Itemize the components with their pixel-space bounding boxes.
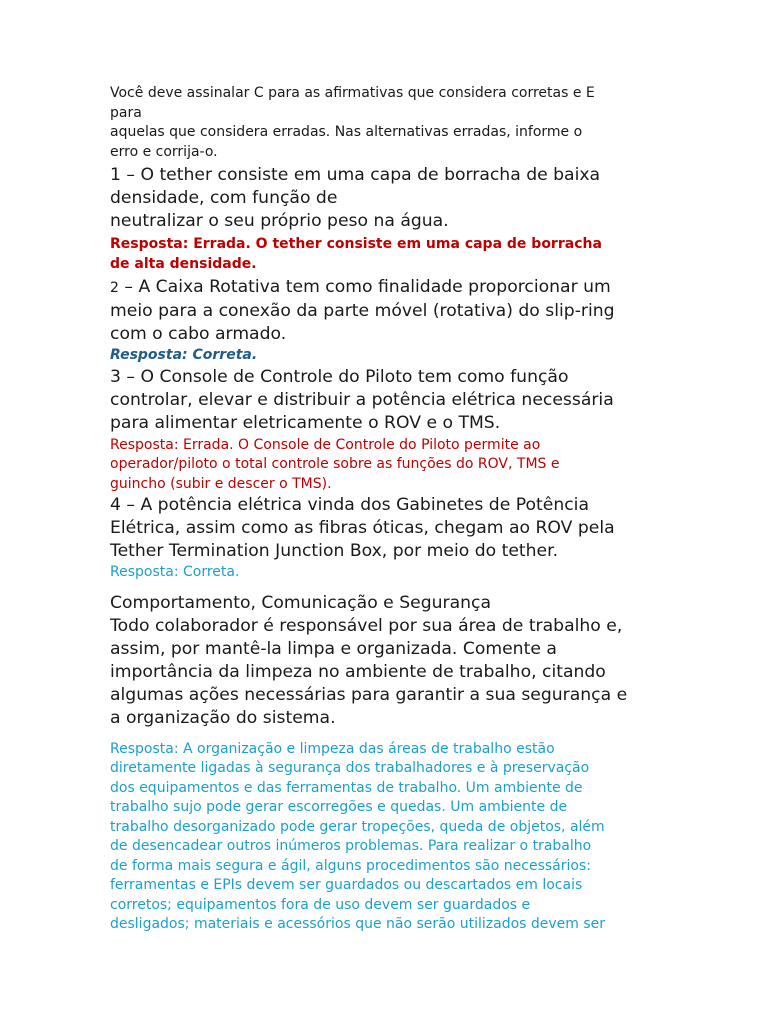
- answer-line: corretos; equipamentos fora de uso devem ser guardados e: [110, 896, 531, 913]
- answer-3: [110, 436, 670, 495]
- section-question-line: a organização do sistema.: [110, 707, 336, 728]
- answer-line: trabalho desorganizado pode gerar tropeções, queda de objetos, além: [110, 818, 605, 835]
- question-line: 3 – O Console de Controle do Piloto tem como função: [110, 366, 569, 387]
- question-number: 2: [110, 280, 119, 296]
- section-question-line: assim, por mantê-la limpa e organizada. Comente a: [110, 638, 557, 659]
- answer-line: trabalho sujo pode gerar escorregões e quedas. Um ambiente de: [110, 799, 568, 815]
- answer-4: [110, 563, 670, 583]
- answer-line: Resposta: Errada. O tether consiste em uma capa de borracha: [110, 236, 602, 252]
- answer-line: de alta densidade.: [110, 255, 257, 272]
- question-line: neutralizar o seu próprio peso na água.: [110, 211, 449, 231]
- question-1: [110, 164, 670, 233]
- answer-line: de desencadear outros inúmeros problemas. Para realizar o trabalho: [110, 838, 592, 854]
- document-page: [110, 84, 670, 935]
- question-line: para alimentar eletricamente o ROV e o TMS.: [110, 412, 501, 433]
- instructions-line: aquelas que considera erradas. Nas alternativas erradas, informe o: [110, 124, 583, 140]
- answer-line: diretamente ligadas à segurança dos trabalhadores e à preservação: [110, 760, 590, 776]
- question-line: meio para a conexão da parte móvel (rotativa) do slip-ring: [110, 301, 615, 321]
- question-line: Tether Termination Junction Box, por meio do tether.: [110, 541, 559, 561]
- question-line: densidade, com função de: [110, 188, 338, 208]
- answer-line: Resposta: Errada. O Console de Controle do Piloto permite ao: [110, 436, 541, 453]
- answer-line: ferramentas e EPIs devem ser guardados ou descartados em locais: [110, 877, 583, 893]
- question-2: [110, 276, 670, 346]
- answer-line: dos equipamentos e das ferramentas de trabalho. Um ambiente de: [110, 779, 583, 796]
- instructions-line: erro e corrija-o.: [110, 143, 218, 160]
- question-3: [110, 366, 670, 435]
- question-line: 1 – O tether consiste em uma capa de borracha de baixa: [110, 165, 601, 185]
- answer-line: Resposta: A organização e limpeza das áreas de trabalho estão: [110, 740, 555, 757]
- section-question-line: algumas ações necessárias para garantir a sua segurança e: [110, 684, 628, 705]
- answer-line: de forma mais segura e ágil, alguns procedimentos são necessários:: [110, 857, 591, 874]
- question-line: [110, 276, 670, 300]
- answer-line: guincho (subir e descer o TMS).: [110, 475, 332, 492]
- section-question-line: Todo colaborador é responsável por sua área de trabalho e,: [110, 615, 623, 636]
- answer-1: [110, 235, 670, 274]
- section-block: [110, 592, 670, 730]
- question-4: [110, 494, 670, 563]
- answer-2: [110, 346, 670, 366]
- answer-line: Resposta: Correta.: [110, 564, 240, 580]
- question-line: Elétrica, assim como as fibras óticas, chegam ao ROV pela: [110, 518, 615, 538]
- question-line: com o cabo armado.: [110, 324, 287, 344]
- answer-line: operador/piloto o total controle sobre as funções do ROV, TMS e: [110, 456, 560, 472]
- question-text: – A Caixa Rotativa tem como finalidade proporcionar um: [118, 277, 611, 297]
- section-title: Comportamento, Comunicação e Segurança: [110, 592, 491, 613]
- section-question-line: importância da limpeza no ambiente de trabalho, citando: [110, 661, 606, 682]
- question-line: 4 – A potência elétrica vinda dos Gabinetes de Potência: [110, 495, 589, 515]
- instructions: [110, 84, 670, 162]
- instructions-line: para: [110, 104, 142, 121]
- instructions-line: Você deve assinalar C para as afirmativas que considera corretas e E: [110, 85, 595, 101]
- question-line: controlar, elevar e distribuir a potência elétrica necessária: [110, 389, 614, 410]
- section-answer: [110, 740, 670, 935]
- answer-line: Resposta: Correta.: [110, 347, 258, 363]
- answer-line: desligados; materiais e acessórios que não serão utilizados devem ser: [110, 916, 606, 932]
